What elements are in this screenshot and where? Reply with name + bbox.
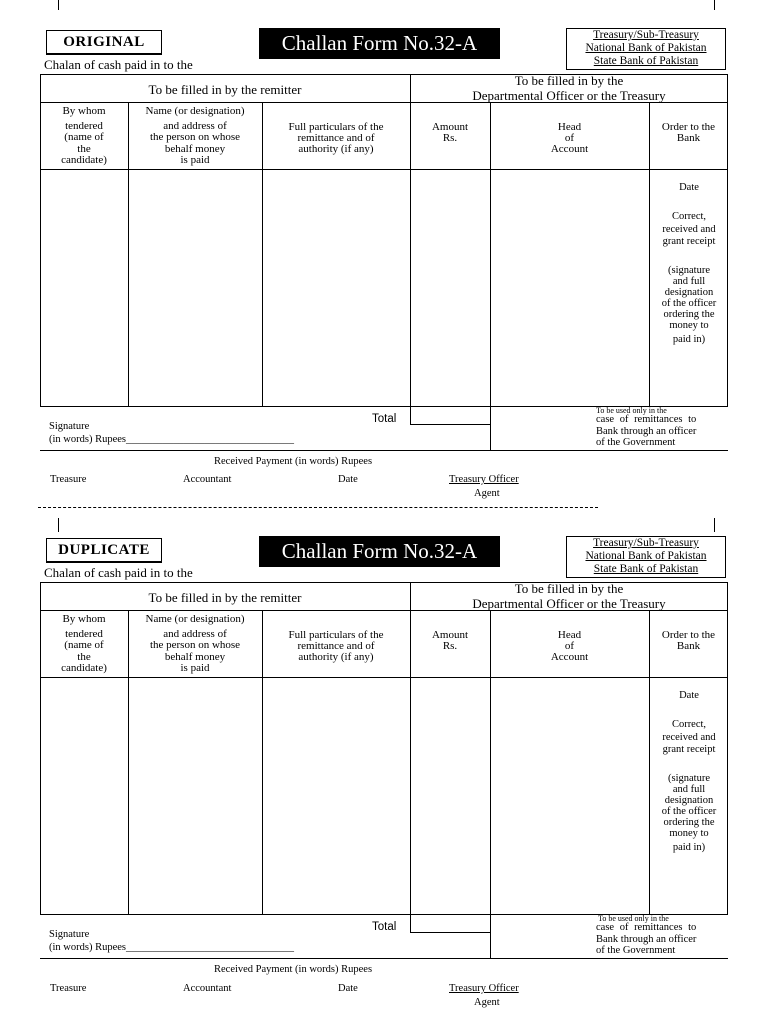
total-label: Total [372, 413, 397, 425]
order-line: (signature [668, 265, 710, 276]
chalan-subtitle: Chalan of cash paid in to the [44, 565, 193, 580]
challan-copy-duplicate [0, 508, 770, 1008]
header-line: candidate) [61, 662, 107, 674]
header-line: tendered [65, 119, 103, 132]
remittance-note [596, 414, 696, 449]
accountant-label: Accountant [183, 983, 232, 994]
header-line: Bank [676, 132, 701, 144]
signature-label: Signature [49, 421, 90, 432]
order-line: Correct, [671, 719, 707, 730]
remittance-note [596, 922, 696, 957]
note-line: of the Government [596, 945, 676, 956]
corner-mark [58, 518, 59, 532]
header-line: is paid [180, 662, 210, 674]
corner-mark [58, 0, 59, 10]
received-payment-label: Received Payment (in words) Rupees [214, 456, 373, 467]
date-label: Date [338, 474, 358, 485]
note-line: case of remittances to [596, 922, 697, 933]
header-line: Head [557, 629, 582, 641]
treasury-option: National Bank of Pakistan [585, 42, 707, 54]
name-column-header [128, 106, 262, 167]
treasury-option: Treasury/Sub-Treasury [593, 29, 699, 41]
header-line: Full particulars of the [288, 629, 384, 641]
note-line: Bank through an officer [596, 933, 697, 945]
treasury-option: State Bank of Pakistan [593, 55, 699, 67]
header-line: remittance and of [297, 640, 375, 652]
copy-type-label: DUPLICATE [46, 538, 162, 563]
order-line: received and [662, 731, 716, 743]
header-line: Order to the [661, 121, 716, 133]
by-whom-column-header [40, 106, 128, 167]
order-line: money to [669, 828, 709, 839]
remitter-header: To be filled in by the remitter [148, 590, 302, 605]
order-line: of the officer [661, 806, 717, 817]
form-title: Challan Form No.32-A [259, 28, 500, 59]
header-line: and address of [163, 627, 227, 640]
header-line: Account [550, 143, 589, 155]
name-column-header [128, 614, 262, 675]
order-line: designation [664, 795, 714, 806]
amount-column-header [410, 122, 490, 144]
header-line: authority (if any) [298, 651, 374, 663]
order-line: ordering the [663, 309, 715, 320]
order-line: and full [672, 784, 706, 795]
order-correct-text [651, 719, 727, 757]
remittance-note-small: To be used only in the [598, 914, 669, 923]
order-line: Correct, [671, 211, 707, 222]
header-line: of [564, 132, 575, 144]
order-line: ordering the [663, 817, 715, 828]
order-signature-text [651, 773, 727, 853]
header-line: is paid [180, 154, 210, 166]
order-column-header [649, 630, 728, 652]
order-line: of the officer [661, 298, 717, 309]
header-line: Rs. [442, 640, 458, 652]
header-line: Rs. [442, 132, 458, 144]
header-line: Full particulars of the [288, 121, 384, 133]
in-words-rupees-line: (in words) Rupees________________________________ [49, 434, 294, 445]
order-line: and full [672, 276, 706, 287]
amount-column-header [410, 630, 490, 652]
challan-copy-original [0, 0, 770, 500]
note-line: Bank through an officer [596, 425, 697, 437]
header-line: remittance and of [297, 132, 375, 144]
header-line: (name of [64, 639, 104, 651]
header-line: Bank [676, 640, 701, 652]
header-line: authority (if any) [298, 143, 374, 155]
received-payment-label: Received Payment (in words) Rupees [214, 964, 373, 975]
order-line: paid in) [672, 842, 706, 853]
officer-header-line: Departmental Officer or the Treasury [472, 88, 666, 103]
header-line: Amount [431, 121, 469, 133]
header-line: By whom [62, 105, 106, 117]
header-line: Amount [431, 629, 469, 641]
note-line: of the Government [596, 437, 676, 448]
header-line: behalf money [164, 650, 226, 663]
copy-type-label: ORIGINAL [46, 30, 162, 55]
head-of-account-column-header [490, 122, 649, 155]
header-line: the person on whose [149, 131, 241, 143]
treasury-option: State Bank of Pakistan [593, 563, 699, 575]
header-line: the [77, 142, 91, 155]
in-words-rupees-line: (in words) Rupees________________________________ [49, 942, 294, 953]
header-line: By whom [62, 613, 106, 625]
particulars-column-header [262, 630, 410, 663]
header-line: the [77, 650, 91, 663]
form-title: Challan Form No.32-A [259, 536, 500, 567]
challan-table [40, 582, 728, 960]
header-line: Order to the [661, 629, 716, 641]
treasury-officer-label: Treasury Officer [449, 474, 519, 485]
corner-mark [714, 0, 715, 10]
header-line: candidate) [61, 154, 107, 166]
head-of-account-column-header [490, 630, 649, 663]
order-line: money to [669, 320, 709, 331]
header-line: Name (or designation) [145, 105, 245, 117]
officer-header [410, 73, 728, 103]
header-line: Head [557, 121, 582, 133]
order-line: grant receipt [662, 236, 716, 247]
corner-mark [714, 518, 715, 532]
remitter-header: To be filled in by the remitter [148, 82, 302, 97]
order-line: (signature [668, 773, 710, 784]
treasure-label: Treasure [50, 474, 87, 485]
treasury-option: Treasury/Sub-Treasury [593, 537, 699, 549]
header-line: Name (or designation) [145, 613, 245, 625]
header-line: the person on whose [149, 639, 241, 651]
signature-label: Signature [49, 929, 90, 940]
note-line: case of remittances to [596, 414, 697, 425]
header-line: Account [550, 651, 589, 663]
order-date-label: Date [679, 182, 699, 193]
header-line: (name of [64, 131, 104, 143]
accountant-label: Accountant [183, 474, 232, 485]
order-line: received and [662, 223, 716, 235]
officer-header-line: To be filled in by the [514, 73, 624, 88]
order-date-label: Date [679, 690, 699, 701]
chalan-subtitle: Chalan of cash paid in to the [44, 57, 193, 72]
date-label: Date [338, 983, 358, 994]
order-correct-text [651, 211, 727, 249]
order-signature-text [651, 265, 727, 345]
agent-label: Agent [474, 997, 500, 1008]
header-line: behalf money [164, 142, 226, 155]
total-label: Total [372, 921, 397, 933]
by-whom-column-header [40, 614, 128, 675]
header-line: tendered [65, 627, 103, 640]
order-line: grant receipt [662, 744, 716, 755]
treasury-option: National Bank of Pakistan [585, 550, 707, 562]
order-line: paid in) [672, 334, 706, 345]
order-line: designation [664, 287, 714, 298]
order-column-header [649, 122, 728, 144]
treasury-officer-label: Treasury Officer [449, 983, 519, 994]
treasure-label: Treasure [50, 983, 87, 994]
particulars-column-header [262, 122, 410, 155]
officer-header-line: To be filled in by the [514, 581, 624, 596]
header-line: and address of [163, 119, 227, 132]
treasury-options [566, 28, 726, 70]
remittance-note-small: To be used only in the [596, 406, 667, 415]
challan-table [40, 74, 728, 452]
officer-header [410, 581, 728, 611]
header-line: of [564, 640, 575, 652]
officer-header-line: Departmental Officer or the Treasury [472, 596, 666, 611]
treasury-options [566, 536, 726, 578]
agent-label: Agent [474, 488, 500, 499]
